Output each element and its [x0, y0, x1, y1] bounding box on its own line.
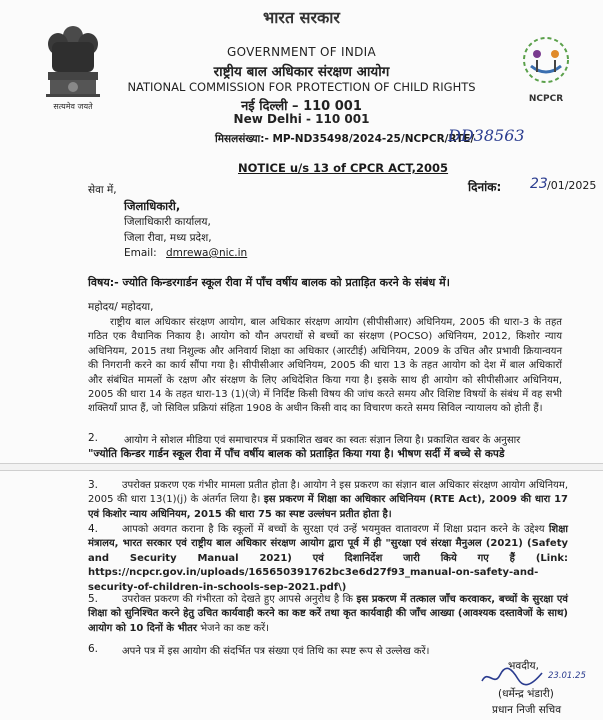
paragraph-3 [88, 479, 568, 522]
handwritten-file-number: DD38563 [448, 126, 525, 145]
commission-title: NATIONAL COMMISSION FOR PROTECTION OF CHILD RIGHTS [127, 80, 476, 94]
paragraph-1: राष्ट्रीय बाल अधिकार संरक्षण आयोग, बाल अधिकार संरक्षण आयोग (सीपीसीआर) अधिनियम, 2005 की धारा-3 के तहत गठित एक वैधानिक निकाय है। आयोग को यौन अपराधों से बच्चों का संरक्षण (POCSO) अधिनियम, 2012, किशोर न्याय अधिनियम, 2015 तथा निशुल्क और अनिवार्य शिक्षा का अधिकार (आरटीई) अधिनियम, 2009 के उचित और प्रभावी क्रियान्वयन की निगरानी करने का कार्य सौंपा गया है। सीपीसीआर अधिनियम, 2005 की धारा 13 के तहत आयोग को देश में बाल अधिकारों और संबंधित मामलों के रक्षण और संरक्षण के लिए अधिदेशित किया गया है। इसके साथ ही आयोग को सीपीसीआर अधिनियम, 2005 की धारा 14 के तहत धारा-13 (1)(जे) में निर्दिष्ट किसी विषय की जांच करते समय और विशिष्ट विषयों के संबंध में वह सभी शक्तियाँ प्राप्त हैं, जो सिविल प्रक्रियां संहिता 1908 के अधीन किसी वाद का विचारण करते समय सिविल न्यायालय को होती हैं। [88, 317, 562, 415]
paragraph-5-bold: इस प्रकरण में तत्काल जाँच करवाकर, बच्चों के सुरक्षा एवं शिक्षा को सुनिश्चित करने हेतु उचित कार्यवाही करने का कष्ट करें तथा कृत कार्यवाही की जाँच आख्या (आवश्यक दस्तावेजों के साथ) आयोग को 10 दिनों के भीतर [88, 594, 568, 634]
signatory-title: प्रधान निजी सचिव [492, 704, 562, 716]
paragraph-6-number: 6. [88, 643, 99, 655]
recipient-line-2: जिलाधिकारी कार्यालय, [124, 216, 211, 228]
paragraph-3-bold: इस प्रकरण में शिक्षा का अधिकार अधिनियम (RTE Act), 2009 की धारा 17 एवं किशोर न्याय अधिनियम, 2015 की धारा 75 का स्पष्ट उल्लंघन प्रतीत होता है। [88, 494, 568, 520]
city-line: New Delhi - 110 001 [233, 112, 370, 126]
signature-mark [478, 665, 546, 689]
recipient-to: सेवा में, [88, 184, 117, 196]
paragraph-2-quote: "ज्योति किन्डर गार्डन स्कूल रीवा में पाँच वर्षीय बालक को प्रताड़ित किया गया है। भीषण सर्दी में बच्चे से कपडे [88, 448, 505, 460]
paragraph-5-text: उपरोक्त प्रकरण की गंभीरता को देखते हुए आपसे अनुरोध है कि [122, 594, 353, 605]
paragraph-2-number: 2. [88, 432, 99, 444]
notice-title: NOTICE u/s 13 of CPCR ACT,2005 [238, 161, 449, 175]
hindi-commission-title: राष्ट्रीय बाल अधिकार संरक्षण आयोग [213, 64, 390, 80]
government-of-india-title: GOVERNMENT OF INDIA [226, 45, 377, 59]
paragraph-5-end: भेजने का कष्ट करें। [200, 622, 270, 634]
ncpcr-logo-label: NCPCR [528, 94, 564, 104]
paragraph-5-number: 5. [88, 593, 99, 605]
letter-page-2 [0, 470, 603, 720]
paragraph-3-text: उपरोक्त प्रकरण एक गंभीर मामला प्रतीत होता है। आयोग ने इस प्रकरण का संज्ञान बाल अधिकार संरक्षण आयोग अधिनियम, 2005 की धारा 13(1)(j) के अंतर्गत लिया है। [88, 480, 568, 506]
hindi-government-title: भारत सरकार [263, 8, 340, 27]
paragraph-4-bold: शिक्षा मंत्रालय, भारत सरकार एवं राष्ट्रीय बाल अधिकार संरक्षण आयोग द्वारा पूर्व में ही "सुरक्षा एवं संरक्षा मैनुअल (2021) (Safety and Security Manual 2021) एवं दिशानिर्देश जारी किये गए हैं (Link: https://ncpcr.gov.in/uploads/165650391762bc3e6d27f93_manual-on-safety-and-security-of-children-in-schools-sep-2021.pdf\) [88, 524, 568, 593]
hindi-city-line: नई दिल्ली – 110 001 [241, 99, 362, 114]
paragraph-4-text: आपको अवगत कराना है कि स्कूलों में बच्चों के सुरक्षा एवं उन्हें भयमुक्त वातावरण में शिक्षा प्रदान करने के उद्देश्य [122, 524, 545, 535]
subject-line: विषय:- ज्योति किन्डरगार्डन स्कूल रीवा में पाँच वर्षीय बालक को प्रताड़ित करने के संबंध में। [88, 276, 450, 289]
emblem-caption: सत्यमेव जयते [53, 102, 93, 111]
date-rest: /01/2025 [547, 179, 597, 192]
recipient-line-1: जिलाधिकारी, [124, 199, 181, 213]
signature-date: 23.01.25 [548, 671, 586, 681]
salutation: महोदय/ महोदया, [88, 301, 154, 313]
paragraph-4 [88, 523, 568, 595]
signatory-name: (धर्मेन्द्र भंडारी) [498, 688, 554, 700]
date-label: दिनांक: [468, 180, 502, 194]
recipient-email[interactable]: dmrewa@nic.in [166, 247, 248, 259]
closing: भवदीय, [508, 660, 539, 672]
paragraph-2-text: आयोग ने सोशल मीडिया एवं समाचारपत्र में प्रकाशित खबर का स्वतः संज्ञान लिया है। प्रकाशित खबर के अनुसार [124, 435, 521, 446]
recipient-line-3: जिला रीवा, मध्य प्रदेश, [124, 232, 212, 244]
file-reference: मिसलसंख्या:- MP-ND35498/2024-25/NCPCR/RTE/ [215, 133, 475, 145]
recipient-email-label: Email: [124, 247, 157, 259]
paragraph-3-number: 3. [88, 479, 99, 491]
date-day-handwritten: 23 [530, 176, 548, 192]
paragraph-6: अपने पत्र में इस आयोग की संदर्भित पत्र संख्या एवं तिथि का स्पष्ट रूप से उल्लेख करें। [122, 646, 430, 657]
paragraph-4-number: 4. [88, 523, 99, 535]
paragraph-5 [88, 593, 568, 636]
